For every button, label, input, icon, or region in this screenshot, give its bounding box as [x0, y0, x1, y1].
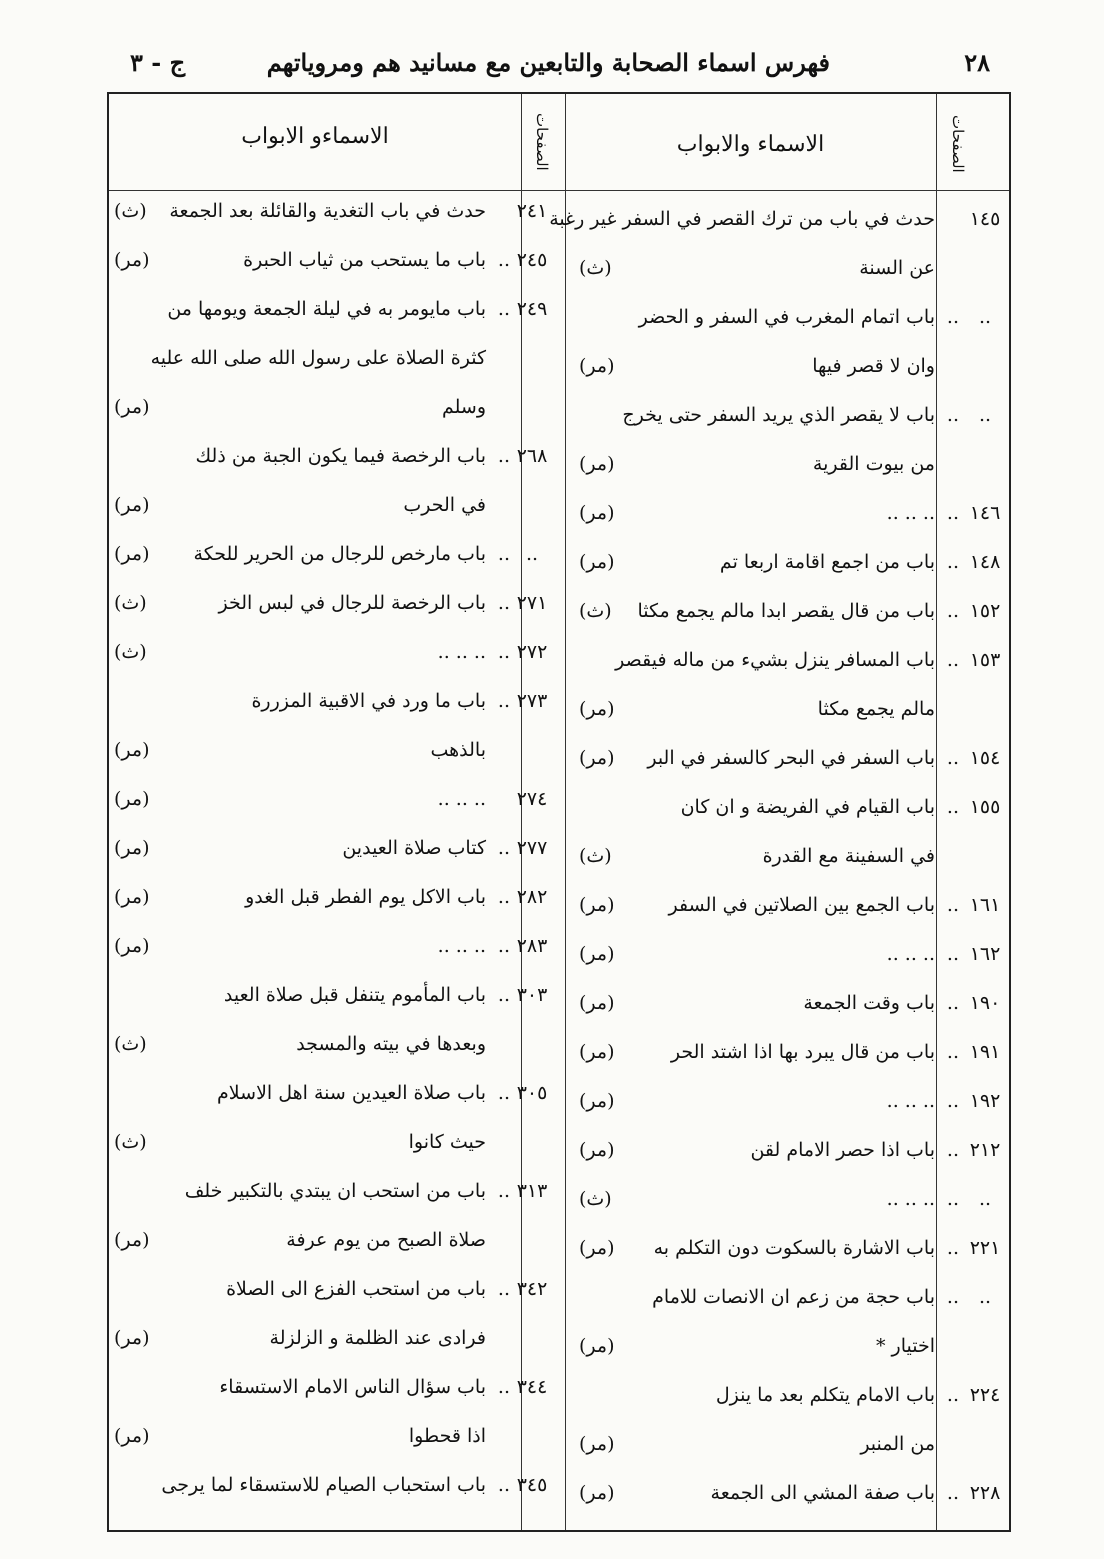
- entry-title: باب الاشارة بالسكوت دون التكلم به: [653, 1237, 935, 1259]
- index-entry: [565, 1141, 1007, 1165]
- entry-ditto-dots: ..: [946, 1090, 959, 1112]
- entry-ditto-dots: ..: [497, 543, 510, 565]
- entry-ditto-dots: ..: [946, 1237, 959, 1259]
- entry-ditto-dots: ..: [946, 747, 959, 769]
- entry-narrator-mark: (مر): [579, 992, 615, 1014]
- index-entry: [565, 406, 1007, 430]
- entry-title: باب سؤال الناس الامام الاستسقاء: [219, 1376, 486, 1398]
- entry-page-number: ٣١٣: [516, 1180, 548, 1202]
- entry-page-number: ٢٢١: [969, 1237, 1001, 1259]
- entry-title: اختيار *: [876, 1335, 935, 1357]
- entry-ditto-dots: ..: [946, 1286, 959, 1308]
- entry-page-number: ١٥٣: [969, 649, 1001, 671]
- entry-title: باب من قال يبرد بها اذا اشتد الحر: [670, 1041, 935, 1063]
- entry-page-number: ٢١٢: [969, 1139, 1001, 1161]
- index-entry: [565, 847, 1007, 871]
- index-entry: [110, 741, 560, 765]
- index-entry: [549, 208, 1007, 234]
- entry-title: باب وقت الجمعة: [803, 992, 935, 1014]
- entry-narrator-mark: (مر): [579, 355, 615, 377]
- entry-narrator-mark: (مر): [579, 747, 615, 769]
- header-rule: [109, 190, 1009, 191]
- entry-narrator-mark: (ث): [579, 600, 612, 622]
- index-entry: [110, 643, 560, 667]
- entry-ditto-dots: ..: [946, 404, 959, 426]
- index-entry: [565, 798, 1007, 822]
- entry-title: وبعدها في بيته والمسجد: [296, 1033, 486, 1055]
- entry-title: .. .. ..: [437, 788, 486, 810]
- entry-narrator-mark: (مر): [579, 1090, 615, 1112]
- entry-page-number: ..: [978, 404, 992, 426]
- index-entry: [565, 1288, 1007, 1312]
- entry-ditto-dots: ..: [497, 837, 510, 859]
- entry-title: باب صفة المشي الى الجمعة: [710, 1482, 935, 1504]
- index-entry: [565, 1043, 1007, 1067]
- entry-narrator-mark: (ث): [114, 641, 147, 663]
- index-entry: [110, 1231, 560, 1255]
- entry-title: كثرة الصلاة على رسول الله صلى الله عليه: [150, 347, 486, 369]
- entry-narrator-mark: (ث): [114, 1131, 147, 1153]
- entry-page-number: ٣٤٢: [516, 1278, 548, 1300]
- entry-ditto-dots: ..: [497, 690, 510, 712]
- entry-title: عن السنة: [859, 257, 935, 279]
- entry-ditto-dots: ..: [497, 445, 510, 467]
- entry-ditto-dots: ..: [946, 600, 959, 622]
- entry-ditto-dots: ..: [497, 1474, 510, 1496]
- volume-label: ج - ٣: [130, 48, 186, 77]
- index-entry: [110, 888, 560, 912]
- entry-title: باب مارخص للرجال من الحرير للحكة: [193, 543, 486, 565]
- entry-narrator-mark: (مر): [579, 1433, 615, 1455]
- entry-narrator-mark: (مر): [114, 788, 150, 810]
- index-entry: [110, 1378, 560, 1402]
- entry-title: باب الجمع بين الصلاتين في السفر: [668, 894, 935, 916]
- entry-page-number: ٢٧١: [516, 592, 548, 614]
- index-entry: [110, 1329, 560, 1353]
- index-entry: [110, 300, 560, 324]
- entry-page-number: ..: [978, 1286, 992, 1308]
- entry-page-number: ٢٤١: [516, 200, 548, 222]
- entry-page-number: ٢٨٣: [516, 935, 548, 957]
- index-entry: [565, 455, 1007, 479]
- index-entry: [565, 259, 1007, 283]
- entry-narrator-mark: (مر): [114, 886, 150, 908]
- page-header: [100, 40, 1000, 90]
- entry-narrator-mark: (مر): [579, 1237, 615, 1259]
- entry-page-number: ١٤٥: [969, 208, 1001, 230]
- entry-page-number: ١٥٤: [969, 747, 1001, 769]
- entry-title: في الحرب: [403, 494, 486, 516]
- entry-title: باب حجة من زعم ان الانصات للامام: [652, 1286, 935, 1308]
- entry-title: باب المسافر ينزل بشيء من ماله فيقصر: [615, 649, 935, 671]
- index-entry: [565, 994, 1007, 1018]
- index-entry: [110, 937, 560, 961]
- entry-narrator-mark: (مر): [579, 894, 615, 916]
- entry-page-number: ١٦٢: [969, 943, 1001, 965]
- index-entry: [565, 1337, 1007, 1361]
- entry-ditto-dots: ..: [946, 796, 959, 818]
- entry-title: باب الرخصة فيما يكون الجبة من ذلك: [195, 445, 486, 467]
- entry-narrator-mark: (ث): [114, 200, 147, 222]
- index-entry: [565, 1386, 1007, 1410]
- entry-title: باب ما ورد في الاقبية المزررة: [251, 690, 486, 712]
- entry-page-number: ٣٠٣: [516, 984, 548, 1006]
- entry-title: مالم يجمع مكثا: [817, 698, 935, 720]
- index-entry: [565, 1239, 1007, 1263]
- entry-narrator-mark: (مر): [114, 494, 150, 516]
- entry-title: حيث كانوا: [408, 1131, 486, 1153]
- entry-page-number: ١٩٢: [969, 1090, 1001, 1112]
- index-entry: [110, 398, 560, 422]
- entry-narrator-mark: (مر): [579, 698, 615, 720]
- entry-title: كتاب صلاة العيدين: [342, 837, 486, 859]
- index-entry: [110, 594, 560, 618]
- entry-narrator-mark: (مر): [114, 739, 150, 761]
- index-entry: [110, 1476, 560, 1500]
- index-entry: [110, 692, 560, 716]
- index-entry: [565, 504, 1007, 528]
- entry-page-number: ٢٧٧: [516, 837, 548, 859]
- entry-ditto-dots: ..: [946, 1188, 959, 1210]
- index-entry: [565, 945, 1007, 969]
- index-entry: [565, 651, 1007, 675]
- index-entry: [565, 1484, 1007, 1508]
- index-entry: [110, 496, 560, 520]
- entry-narrator-mark: (مر): [579, 1139, 615, 1161]
- entry-ditto-dots: ..: [946, 649, 959, 671]
- entry-title: صلاة الصبح من يوم عرفة: [286, 1229, 486, 1251]
- entry-ditto-dots: ..: [497, 1278, 510, 1300]
- entry-title: حدث في باب التغدية والقائلة بعد الجمعة: [169, 200, 486, 222]
- entry-title: باب من اجمع اقامة اربعا تم: [719, 551, 935, 573]
- entry-ditto-dots: ..: [946, 943, 959, 965]
- entry-title: .. .. ..: [437, 935, 486, 957]
- entry-title: باب ما يستحب من ثياب الحبرة: [243, 249, 486, 271]
- entry-title: من بيوت القرية: [812, 453, 935, 475]
- entry-narrator-mark: (مر): [579, 1482, 615, 1504]
- index-entry: [110, 790, 560, 814]
- entry-title: في السفينة مع القدرة: [762, 845, 935, 867]
- entry-page-number: ١٩٠: [969, 992, 1001, 1014]
- entry-title: فرادى عند الظلمة و الزلزلة: [269, 1327, 486, 1349]
- entry-narrator-mark: (مر): [114, 249, 150, 271]
- entry-ditto-dots: ..: [497, 1376, 510, 1398]
- entry-title: باب اتمام المغرب في السفر و الحضر: [638, 306, 935, 328]
- entry-narrator-mark: (مر): [114, 543, 150, 565]
- entry-narrator-mark: (مر): [579, 453, 615, 475]
- entry-page-number: ٢٨٢: [516, 886, 548, 908]
- entry-ditto-dots: ..: [946, 992, 959, 1014]
- index-entry: [110, 447, 560, 471]
- entry-page-number: ٢٧٢: [516, 641, 548, 663]
- index-entry: [110, 1280, 560, 1304]
- entry-narrator-mark: (ث): [114, 592, 147, 614]
- entry-narrator-mark: (مر): [579, 551, 615, 573]
- entry-title: .. .. ..: [886, 1188, 935, 1210]
- entry-ditto-dots: ..: [497, 641, 510, 663]
- entry-ditto-dots: ..: [497, 984, 510, 1006]
- entry-title: .. .. ..: [437, 641, 486, 663]
- entry-page-number: ٢٤٥: [516, 249, 548, 271]
- entry-ditto-dots: ..: [497, 592, 510, 614]
- index-entry: [110, 251, 560, 275]
- entry-page-number: ٢٦٨: [516, 445, 548, 467]
- entry-page-number: ٣٤٥: [516, 1474, 548, 1496]
- entry-page-number: ٢٢٨: [969, 1482, 1001, 1504]
- entry-title: اذا قحطوا: [408, 1425, 486, 1447]
- entry-title: باب لا يقصر الذي يريد السفر حتى يخرج: [622, 404, 935, 426]
- page-number: ٢٨: [964, 48, 990, 77]
- entry-page-number: ١٤٦: [969, 502, 1001, 524]
- entry-title: باب السفر في البحر كالسفر في البر: [647, 747, 935, 769]
- entry-narrator-mark: (مر): [579, 943, 615, 965]
- entry-ditto-dots: ..: [497, 886, 510, 908]
- entry-ditto-dots: ..: [497, 1082, 510, 1104]
- entry-narrator-mark: (ث): [579, 1188, 612, 1210]
- entry-narrator-mark: (مر): [114, 935, 150, 957]
- entry-ditto-dots: ..: [497, 298, 510, 320]
- page-title: فهرس اسماء الصحابة والتابعين مع مسانيد هم ومروياتهم: [266, 48, 830, 77]
- entry-title: باب مايومر به في ليلة الجمعة ويومها من: [167, 298, 486, 320]
- entry-page-number: ٢٢٤: [969, 1384, 1001, 1406]
- index-entry: [565, 1190, 1007, 1214]
- entry-title: .. .. ..: [886, 502, 935, 524]
- entry-title: حدث في باب من ترك القصر في السفر غير رغبة: [549, 208, 935, 230]
- entry-title: .. .. ..: [886, 1090, 935, 1112]
- index-entry: [110, 545, 560, 569]
- index-entry: [565, 1092, 1007, 1116]
- index-entry: [110, 202, 560, 226]
- index-entry: [110, 986, 560, 1010]
- entry-page-number: ٢٧٣: [516, 690, 548, 712]
- entry-narrator-mark: (ث): [579, 257, 612, 279]
- entry-title: .. .. ..: [886, 943, 935, 965]
- entry-page-number: ٢٧٤: [516, 788, 548, 810]
- entry-ditto-dots: ..: [946, 894, 959, 916]
- entry-title: من المنبر: [860, 1433, 935, 1455]
- right-page-col-heading: الصفحات: [949, 115, 967, 173]
- entry-narrator-mark: (مر): [114, 1425, 150, 1447]
- entry-page-number: ٣٠٥: [516, 1082, 548, 1104]
- entry-title: باب اذا حصر الامام لقن: [750, 1139, 935, 1161]
- index-entry: [110, 1035, 560, 1059]
- entry-ditto-dots: ..: [497, 1180, 510, 1202]
- index-entry: [110, 349, 560, 373]
- entry-title: باب المأموم يتنفل قبل صلاة العيد: [223, 984, 486, 1006]
- entry-page-number: ٣٤٤: [516, 1376, 548, 1398]
- index-entry: [110, 1427, 560, 1451]
- entry-narrator-mark: (ث): [579, 845, 612, 867]
- entry-title: وان لا قصر فيها: [812, 355, 935, 377]
- index-entry: [565, 553, 1007, 577]
- entry-title: وسلم: [441, 396, 486, 418]
- entry-title: باب من استحب الفزع الى الصلاة: [226, 1278, 486, 1300]
- entry-narrator-mark: (مر): [114, 396, 150, 418]
- entry-ditto-dots: ..: [946, 1384, 959, 1406]
- entry-page-number: ١٥٥: [969, 796, 1001, 818]
- index-entry: [110, 1182, 560, 1206]
- entry-page-number: ١٤٨: [969, 551, 1001, 573]
- index-entry: [565, 1435, 1007, 1459]
- entry-title: باب من استحب ان يبتدي بالتكبير خلف: [184, 1180, 486, 1202]
- entry-ditto-dots: ..: [497, 249, 510, 271]
- index-entry: [110, 1133, 560, 1157]
- entry-narrator-mark: (ث): [114, 1033, 147, 1055]
- entry-page-number: ..: [525, 543, 539, 565]
- index-entry: [565, 896, 1007, 920]
- entry-page-number: ..: [978, 306, 992, 328]
- entry-page-number: ١٥٢: [969, 600, 1001, 622]
- entry-title: باب الامام يتكلم بعد ما ينزل: [715, 1384, 935, 1406]
- entry-narrator-mark: (مر): [114, 1327, 150, 1349]
- right-column-heading: الاسماء والابواب: [676, 132, 825, 157]
- index-entry: [565, 308, 1007, 332]
- left-page-col-heading: الصفحات: [533, 113, 551, 171]
- entry-narrator-mark: (مر): [114, 1229, 150, 1251]
- entry-title: باب صلاة العيدين سنة اهل الاسلام: [217, 1082, 486, 1104]
- entry-title: باب الرخصة للرجال في لبس الخز: [218, 592, 486, 614]
- entry-title: باب الاكل يوم الفطر قبل الغدو: [245, 886, 486, 908]
- index-entry: [565, 357, 1007, 381]
- entry-ditto-dots: ..: [946, 502, 959, 524]
- entry-page-number: ١٦١: [969, 894, 1001, 916]
- entry-ditto-dots: ..: [497, 935, 510, 957]
- entry-ditto-dots: ..: [946, 1482, 959, 1504]
- left-column-heading: الاسماءو الابواب: [241, 124, 389, 149]
- entry-narrator-mark: (مر): [579, 502, 615, 524]
- entry-ditto-dots: ..: [946, 306, 959, 328]
- entry-page-number: ٢٤٩: [516, 298, 548, 320]
- entry-narrator-mark: (مر): [579, 1335, 615, 1357]
- index-entry: [565, 749, 1007, 773]
- index-entry: [110, 1084, 560, 1108]
- entry-title: بالذهب: [430, 739, 486, 761]
- entry-narrator-mark: (مر): [579, 1041, 615, 1063]
- index-entry: [110, 839, 560, 863]
- entry-page-number: ١٩١: [969, 1041, 1001, 1063]
- entry-title: باب القيام في الفريضة و ان كان: [680, 796, 935, 818]
- entry-ditto-dots: ..: [946, 551, 959, 573]
- entry-title: باب من قال يقصر ابدا مالم يجمع مكثا: [637, 600, 935, 622]
- entry-title: باب استحباب الصيام للاستسقاء لما يرجى: [161, 1474, 486, 1496]
- entry-page-number: ..: [978, 1188, 992, 1210]
- index-entry: [565, 700, 1007, 724]
- index-entry: [565, 602, 1007, 626]
- entry-ditto-dots: ..: [946, 1041, 959, 1063]
- entry-ditto-dots: ..: [946, 1139, 959, 1161]
- entry-narrator-mark: (مر): [114, 837, 150, 859]
